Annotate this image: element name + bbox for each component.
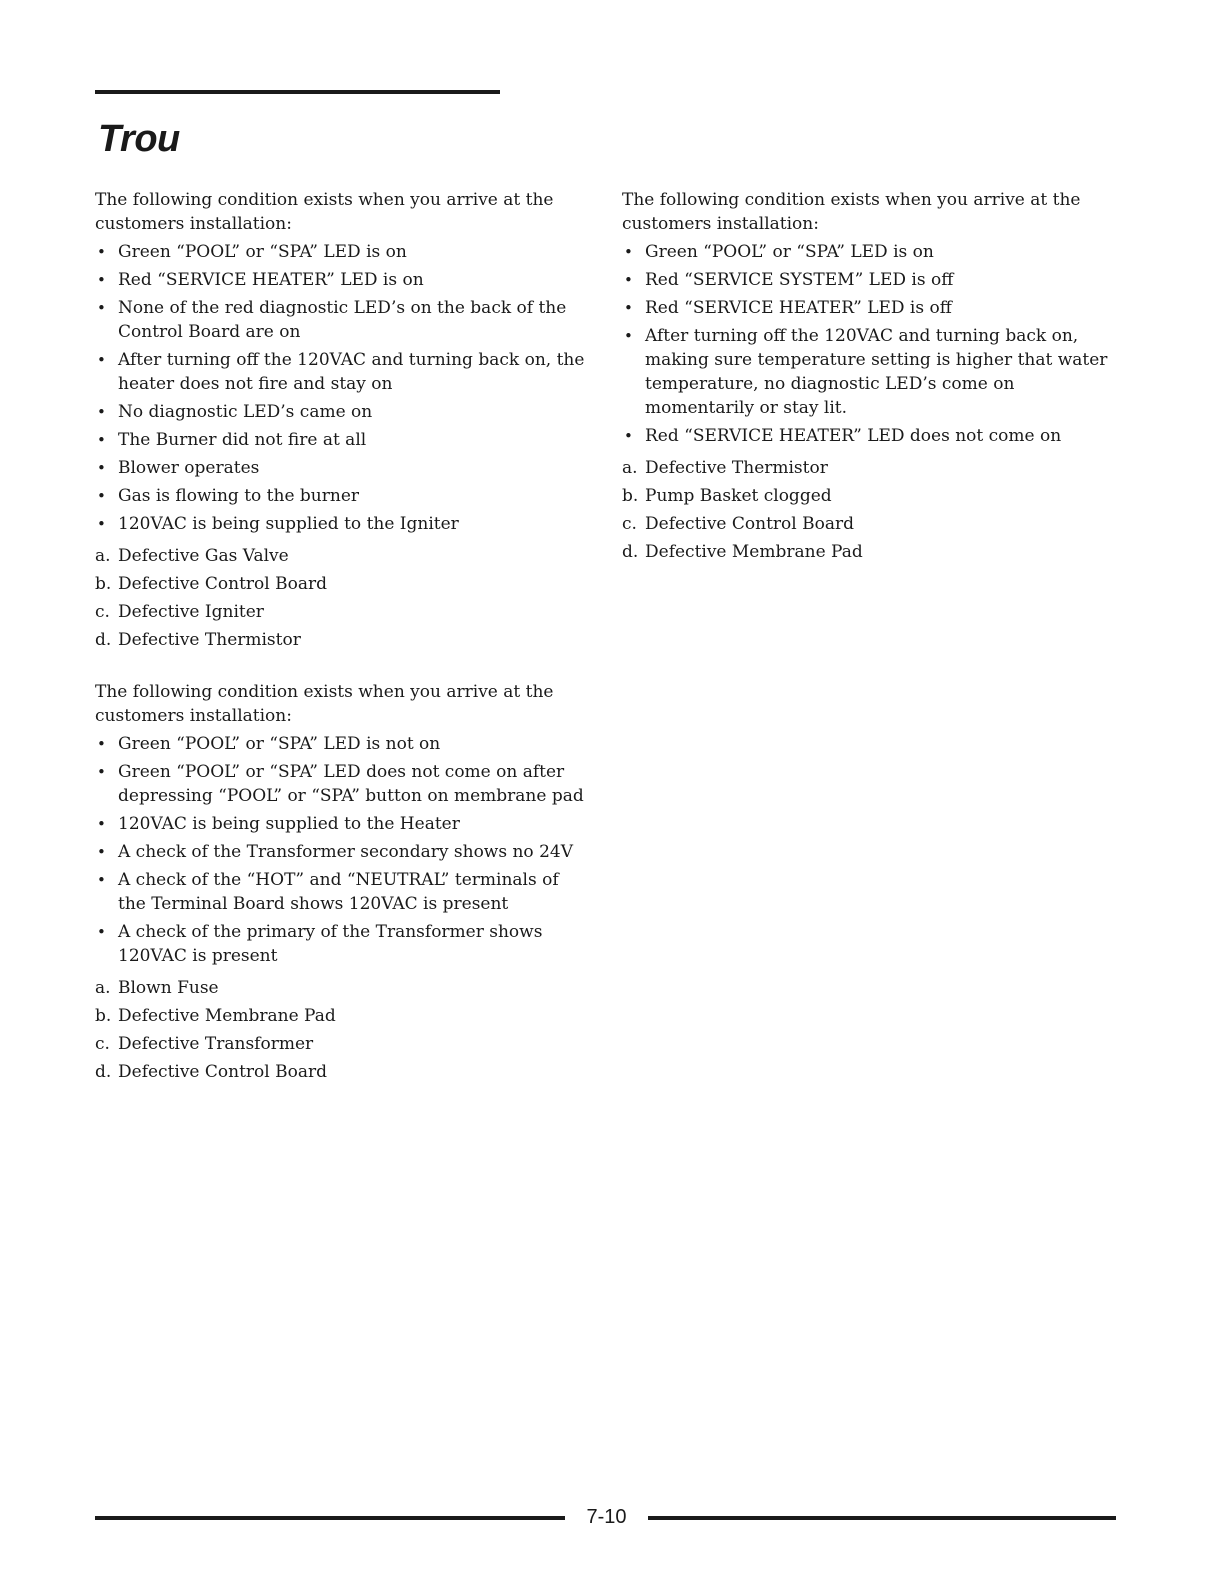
condition-text: After turning off the 120VAC and turning back on, making sure temperature setting is higher that water temperature, no diagnostic LED’s come on momentarily or stay lit. bbox=[645, 326, 1108, 418]
bullet-icon: • bbox=[97, 515, 106, 533]
block-intro: The following condition exists when you arrive at the customers installation: bbox=[95, 682, 554, 726]
condition-item bbox=[95, 348, 590, 396]
condition-text: After turning off the 120VAC and turning back on, the heater does not fire and stay on bbox=[118, 350, 585, 394]
bullet-icon: • bbox=[97, 735, 106, 753]
answer-text: Defective Membrane Pad bbox=[118, 1006, 336, 1026]
condition-text: Green “POOL” or “SPA” LED is not on bbox=[118, 734, 441, 754]
answer-text: Defective Thermistor bbox=[645, 458, 828, 478]
condition-text: A check of the Transformer secondary shows no 24V bbox=[118, 842, 573, 862]
answer-letter: a. bbox=[95, 978, 111, 998]
answer-item bbox=[95, 976, 590, 1000]
condition-item bbox=[95, 456, 590, 480]
answer-list bbox=[622, 456, 1122, 564]
condition-item bbox=[95, 732, 590, 756]
answer-item bbox=[622, 512, 1122, 536]
condition-item bbox=[95, 812, 590, 836]
condition-text: A check of the “HOT” and “NEUTRAL” terminals of the Terminal Board shows 120VAC is present bbox=[118, 870, 559, 914]
condition-item bbox=[622, 296, 1122, 320]
answer-text: Defective Thermistor bbox=[118, 630, 301, 650]
bullet-icon: • bbox=[97, 763, 106, 781]
footer-rule-left bbox=[95, 1516, 565, 1520]
answer-text: Defective Igniter bbox=[118, 602, 264, 622]
answer-text: Defective Control Board bbox=[118, 574, 327, 594]
condition-text: 120VAC is being supplied to the Igniter bbox=[118, 514, 459, 534]
bullet-icon: • bbox=[97, 815, 106, 833]
block-intro: The following condition exists when you arrive at the customers installation: bbox=[95, 190, 554, 234]
answer-item bbox=[622, 540, 1122, 564]
bullet-icon: • bbox=[97, 403, 106, 421]
condition-item bbox=[95, 268, 590, 292]
answer-letter: a. bbox=[95, 546, 111, 566]
condition-list bbox=[622, 240, 1122, 448]
condition-item bbox=[95, 296, 590, 344]
answer-text: Blown Fuse bbox=[118, 978, 219, 998]
condition-text: 120VAC is being supplied to the Heater bbox=[118, 814, 460, 834]
answer-letter: c. bbox=[95, 602, 110, 622]
condition-item bbox=[95, 760, 590, 808]
condition-block bbox=[95, 680, 590, 1084]
condition-item bbox=[95, 512, 590, 536]
answer-text: Defective Gas Valve bbox=[118, 546, 289, 566]
answer-list bbox=[95, 976, 590, 1084]
answer-item bbox=[95, 628, 590, 652]
condition-block bbox=[95, 188, 590, 652]
header-rule bbox=[95, 90, 500, 94]
answer-text: Defective Transformer bbox=[118, 1034, 314, 1054]
condition-item bbox=[95, 484, 590, 508]
bullet-icon: • bbox=[97, 487, 106, 505]
answer-item bbox=[95, 1060, 590, 1084]
bullet-icon: • bbox=[624, 327, 633, 345]
answer-letter: b. bbox=[95, 1006, 112, 1026]
answer-letter: d. bbox=[95, 630, 112, 650]
condition-item bbox=[622, 268, 1122, 292]
condition-item bbox=[622, 240, 1122, 264]
condition-item bbox=[95, 428, 590, 452]
condition-text: Red “SERVICE HEATER” LED is on bbox=[118, 270, 424, 290]
bullet-icon: • bbox=[97, 843, 106, 861]
page-number: 7-10 bbox=[586, 1506, 627, 1528]
condition-text: Red “SERVICE HEATER” LED does not come on bbox=[645, 426, 1062, 446]
answer-text: Defective Membrane Pad bbox=[645, 542, 863, 562]
condition-item bbox=[95, 840, 590, 864]
answer-item bbox=[95, 1004, 590, 1028]
page-title: Trou bbox=[98, 118, 180, 160]
answer-item bbox=[622, 456, 1122, 480]
answer-item bbox=[622, 484, 1122, 508]
condition-item bbox=[95, 920, 590, 968]
answer-list bbox=[95, 544, 590, 652]
condition-text: The Burner did not fire at all bbox=[118, 430, 367, 450]
condition-text: No diagnostic LED’s came on bbox=[118, 402, 373, 422]
condition-item bbox=[622, 424, 1122, 448]
condition-item bbox=[95, 868, 590, 916]
answer-item bbox=[95, 572, 590, 596]
answer-letter: b. bbox=[95, 574, 112, 594]
block-intro: The following condition exists when you arrive at the customers installation: bbox=[622, 190, 1081, 234]
condition-text: Blower operates bbox=[118, 458, 260, 478]
right-column bbox=[622, 188, 1122, 592]
answer-text: Pump Basket clogged bbox=[645, 486, 832, 506]
condition-text: Green “POOL” or “SPA” LED is on bbox=[118, 242, 407, 262]
bullet-icon: • bbox=[97, 459, 106, 477]
bullet-icon: • bbox=[97, 243, 106, 261]
condition-block bbox=[622, 188, 1122, 564]
answer-item bbox=[95, 544, 590, 568]
condition-item bbox=[95, 400, 590, 424]
condition-text: Red “SERVICE SYSTEM” LED is off bbox=[645, 270, 954, 290]
condition-text: A check of the primary of the Transformer shows 120VAC is present bbox=[118, 922, 543, 966]
condition-text: Gas is flowing to the burner bbox=[118, 486, 360, 506]
answer-letter: c. bbox=[95, 1034, 110, 1054]
answer-letter: b. bbox=[622, 486, 639, 506]
condition-text: Green “POOL” or “SPA” LED is on bbox=[645, 242, 934, 262]
condition-item bbox=[622, 324, 1122, 420]
bullet-icon: • bbox=[97, 271, 106, 289]
answer-item bbox=[95, 600, 590, 624]
bullet-icon: • bbox=[97, 299, 106, 317]
answer-text: Defective Control Board bbox=[645, 514, 854, 534]
answer-letter: d. bbox=[95, 1062, 112, 1082]
bullet-icon: • bbox=[97, 923, 106, 941]
condition-item bbox=[95, 240, 590, 264]
condition-list bbox=[95, 240, 590, 536]
answer-item bbox=[95, 1032, 590, 1056]
footer-rule-right bbox=[648, 1516, 1116, 1520]
condition-text: Green “POOL” or “SPA” LED does not come on after depressing “POOL” or “SPA” button on membrane pad bbox=[118, 762, 584, 806]
answer-text: Defective Control Board bbox=[118, 1062, 327, 1082]
answer-letter: c. bbox=[622, 514, 637, 534]
left-column bbox=[95, 188, 590, 1112]
condition-text: None of the red diagnostic LED’s on the back of the Control Board are on bbox=[118, 298, 567, 342]
bullet-icon: • bbox=[624, 427, 633, 445]
bullet-icon: • bbox=[624, 243, 633, 261]
answer-letter: d. bbox=[622, 542, 639, 562]
condition-list bbox=[95, 732, 590, 968]
bullet-icon: • bbox=[624, 271, 633, 289]
answer-letter: a. bbox=[622, 458, 638, 478]
bullet-icon: • bbox=[97, 351, 106, 369]
bullet-icon: • bbox=[97, 871, 106, 889]
condition-text: Red “SERVICE HEATER” LED is off bbox=[645, 298, 952, 318]
bullet-icon: • bbox=[624, 299, 633, 317]
bullet-icon: • bbox=[97, 431, 106, 449]
